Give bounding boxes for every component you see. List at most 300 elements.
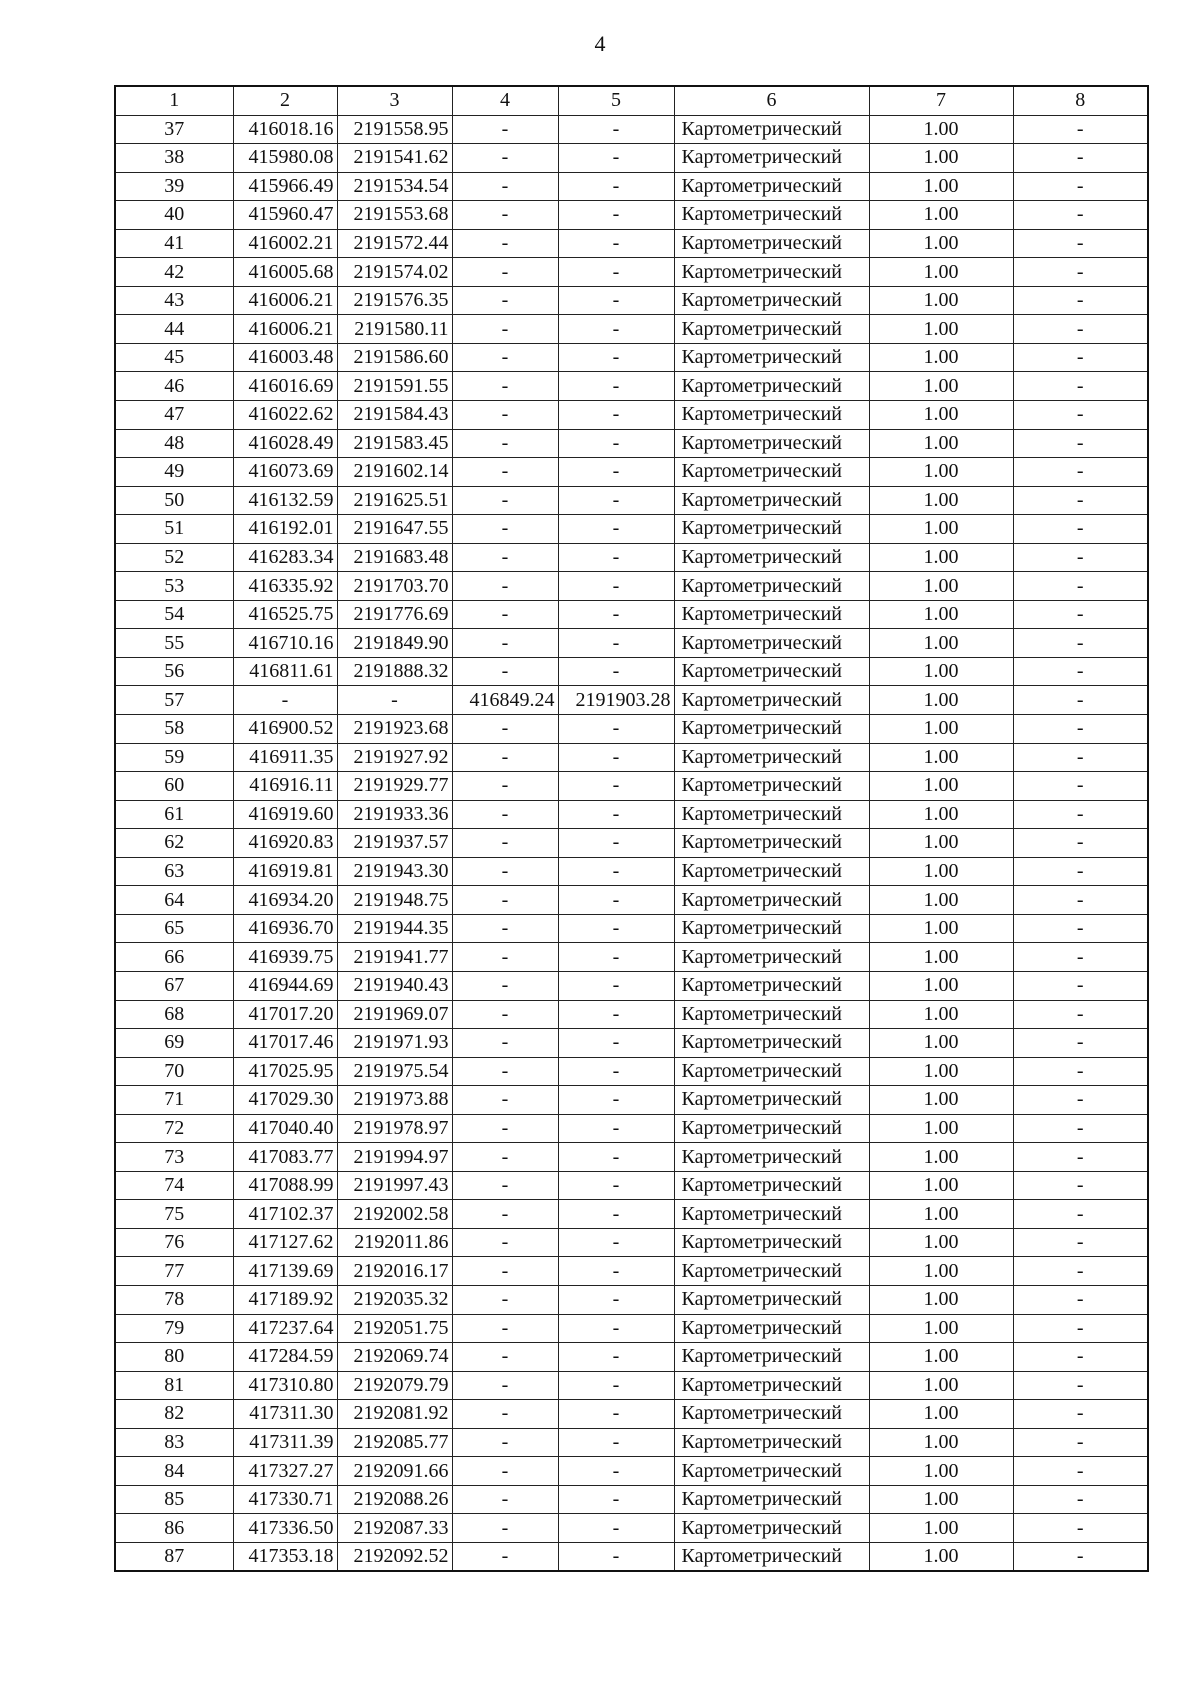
- column-header: 6: [674, 86, 869, 115]
- table-row: [115, 800, 1148, 829]
- x-coordinate-new-cell: -: [452, 343, 558, 372]
- precision-cell: 1.00: [869, 1514, 1013, 1543]
- x-coordinate-new-cell: -: [452, 401, 558, 430]
- precision-cell: 1.00: [869, 1114, 1013, 1143]
- y-coordinate-new-cell: -: [558, 1000, 674, 1029]
- description-cell: -: [1013, 1257, 1148, 1286]
- y-coordinate-cell: 2191923.68: [337, 715, 452, 744]
- precision-cell: 1.00: [869, 629, 1013, 658]
- x-coordinate-new-cell: -: [452, 1000, 558, 1029]
- y-coordinate-new-cell: -: [558, 629, 674, 658]
- y-coordinate-new-cell: -: [558, 201, 674, 230]
- x-coordinate-new-cell: -: [452, 943, 558, 972]
- method-cell: Картометрический: [674, 772, 869, 801]
- y-coordinate-cell: 2192081.92: [337, 1400, 452, 1429]
- precision-cell: 1.00: [869, 115, 1013, 144]
- y-coordinate-cell: 2191994.97: [337, 1143, 452, 1172]
- description-cell: -: [1013, 1228, 1148, 1257]
- method-cell: Картометрический: [674, 1285, 869, 1314]
- table-row: [115, 1057, 1148, 1086]
- column-header: 8: [1013, 86, 1148, 115]
- y-coordinate-new-cell: -: [558, 458, 674, 487]
- x-coordinate-new-cell: -: [452, 315, 558, 344]
- method-cell: Картометрический: [674, 144, 869, 173]
- precision-cell: 1.00: [869, 686, 1013, 715]
- description-cell: -: [1013, 1057, 1148, 1086]
- method-cell: Картометрический: [674, 515, 869, 544]
- table-row: [115, 1086, 1148, 1115]
- y-coordinate-new-cell: -: [558, 1514, 674, 1543]
- y-coordinate-cell: 2191978.97: [337, 1114, 452, 1143]
- precision-cell: 1.00: [869, 315, 1013, 344]
- table-row: [115, 515, 1148, 544]
- method-cell: Картометрический: [674, 172, 869, 201]
- method-cell: Картометрический: [674, 286, 869, 315]
- point-number-cell: 87: [115, 1542, 233, 1571]
- y-coordinate-cell: 2192051.75: [337, 1314, 452, 1343]
- table-row: [115, 372, 1148, 401]
- point-number-cell: 46: [115, 372, 233, 401]
- method-cell: Картометрический: [674, 1114, 869, 1143]
- table-row: [115, 657, 1148, 686]
- x-coordinate-cell: 416710.16: [233, 629, 337, 658]
- y-coordinate-cell: 2191576.35: [337, 286, 452, 315]
- method-cell: Картометрический: [674, 1314, 869, 1343]
- precision-cell: 1.00: [869, 486, 1013, 515]
- y-coordinate-cell: 2191625.51: [337, 486, 452, 515]
- point-number-cell: 70: [115, 1057, 233, 1086]
- y-coordinate-cell: 2192002.58: [337, 1200, 452, 1229]
- y-coordinate-cell: 2191586.60: [337, 343, 452, 372]
- y-coordinate-cell: 2191776.69: [337, 600, 452, 629]
- method-cell: Картометрический: [674, 1371, 869, 1400]
- point-number-cell: 66: [115, 943, 233, 972]
- method-cell: Картометрический: [674, 1343, 869, 1372]
- description-cell: -: [1013, 629, 1148, 658]
- table-row: [115, 286, 1148, 315]
- y-coordinate-cell: 2191591.55: [337, 372, 452, 401]
- y-coordinate-cell: 2191553.68: [337, 201, 452, 230]
- y-coordinate-new-cell: -: [558, 372, 674, 401]
- precision-cell: 1.00: [869, 886, 1013, 915]
- y-coordinate-cell: 2191997.43: [337, 1171, 452, 1200]
- y-coordinate-cell: 2191941.77: [337, 943, 452, 972]
- x-coordinate-cell: 416900.52: [233, 715, 337, 744]
- method-cell: Картометрический: [674, 800, 869, 829]
- point-number-cell: 39: [115, 172, 233, 201]
- x-coordinate-new-cell: -: [452, 258, 558, 287]
- precision-cell: 1.00: [869, 1000, 1013, 1029]
- table-header-row: [115, 86, 1148, 115]
- x-coordinate-cell: 415966.49: [233, 172, 337, 201]
- x-coordinate-cell: 417017.20: [233, 1000, 337, 1029]
- method-cell: Картометрический: [674, 1228, 869, 1257]
- y-coordinate-cell: 2192069.74: [337, 1343, 452, 1372]
- x-coordinate-new-cell: -: [452, 886, 558, 915]
- column-header: 3: [337, 86, 452, 115]
- method-cell: Картометрический: [674, 1143, 869, 1172]
- precision-cell: 1.00: [869, 572, 1013, 601]
- x-coordinate-new-cell: -: [452, 1485, 558, 1514]
- point-number-cell: 75: [115, 1200, 233, 1229]
- x-coordinate-cell: 417029.30: [233, 1086, 337, 1115]
- description-cell: -: [1013, 715, 1148, 744]
- point-number-cell: 67: [115, 971, 233, 1000]
- y-coordinate-new-cell: -: [558, 1285, 674, 1314]
- table-row: [115, 1514, 1148, 1543]
- precision-cell: 1.00: [869, 1057, 1013, 1086]
- x-coordinate-new-cell: -: [452, 1400, 558, 1429]
- y-coordinate-new-cell: -: [558, 1485, 674, 1514]
- description-cell: -: [1013, 886, 1148, 915]
- precision-cell: 1.00: [869, 1371, 1013, 1400]
- y-coordinate-new-cell: -: [558, 429, 674, 458]
- table-row: [115, 543, 1148, 572]
- description-cell: -: [1013, 201, 1148, 230]
- x-coordinate-new-cell: -: [452, 1542, 558, 1571]
- y-coordinate-new-cell: -: [558, 1228, 674, 1257]
- point-number-cell: 61: [115, 800, 233, 829]
- y-coordinate-new-cell: -: [558, 172, 674, 201]
- precision-cell: 1.00: [869, 1029, 1013, 1058]
- x-coordinate-cell: 416192.01: [233, 515, 337, 544]
- description-cell: -: [1013, 1171, 1148, 1200]
- description-cell: -: [1013, 1485, 1148, 1514]
- y-coordinate-new-cell: -: [558, 286, 674, 315]
- description-cell: -: [1013, 343, 1148, 372]
- y-coordinate-new-cell: -: [558, 1457, 674, 1486]
- x-coordinate-cell: 417310.80: [233, 1371, 337, 1400]
- y-coordinate-new-cell: -: [558, 1171, 674, 1200]
- x-coordinate-cell: 416811.61: [233, 657, 337, 686]
- precision-cell: 1.00: [869, 1314, 1013, 1343]
- point-number-cell: 79: [115, 1314, 233, 1343]
- x-coordinate-new-cell: -: [452, 1029, 558, 1058]
- y-coordinate-cell: 2192016.17: [337, 1257, 452, 1286]
- y-coordinate-new-cell: -: [558, 543, 674, 572]
- y-coordinate-new-cell: -: [558, 886, 674, 915]
- description-cell: -: [1013, 1000, 1148, 1029]
- y-coordinate-new-cell: -: [558, 829, 674, 858]
- y-coordinate-cell: 2191971.93: [337, 1029, 452, 1058]
- point-number-cell: 69: [115, 1029, 233, 1058]
- x-coordinate-cell: 416006.21: [233, 315, 337, 344]
- table-row: [115, 1542, 1148, 1571]
- x-coordinate-new-cell: -: [452, 1285, 558, 1314]
- point-number-cell: 73: [115, 1143, 233, 1172]
- y-coordinate-cell: 2191580.11: [337, 315, 452, 344]
- method-cell: Картометрический: [674, 1428, 869, 1457]
- method-cell: Картометрический: [674, 629, 869, 658]
- x-coordinate-new-cell: -: [452, 1371, 558, 1400]
- x-coordinate-new-cell: -: [452, 429, 558, 458]
- table-row: [115, 1371, 1148, 1400]
- description-cell: -: [1013, 372, 1148, 401]
- x-coordinate-new-cell: -: [452, 743, 558, 772]
- point-number-cell: 51: [115, 515, 233, 544]
- y-coordinate-cell: 2191948.75: [337, 886, 452, 915]
- y-coordinate-cell: 2191558.95: [337, 115, 452, 144]
- x-coordinate-cell: 416934.20: [233, 886, 337, 915]
- method-cell: Картометрический: [674, 372, 869, 401]
- y-coordinate-new-cell: -: [558, 515, 674, 544]
- x-coordinate-cell: 417025.95: [233, 1057, 337, 1086]
- table-row: [115, 1343, 1148, 1372]
- description-cell: -: [1013, 772, 1148, 801]
- x-coordinate-new-cell: -: [452, 800, 558, 829]
- x-coordinate-new-cell: -: [452, 172, 558, 201]
- x-coordinate-new-cell: -: [452, 1514, 558, 1543]
- table-row: [115, 1000, 1148, 1029]
- y-coordinate-new-cell: -: [558, 1542, 674, 1571]
- precision-cell: 1.00: [869, 1343, 1013, 1372]
- x-coordinate-new-cell: -: [452, 1343, 558, 1372]
- x-coordinate-new-cell: -: [452, 1143, 558, 1172]
- description-cell: -: [1013, 1457, 1148, 1486]
- y-coordinate-new-cell: -: [558, 115, 674, 144]
- column-header: 5: [558, 86, 674, 115]
- point-number-cell: 56: [115, 657, 233, 686]
- x-coordinate-new-cell: -: [452, 857, 558, 886]
- x-coordinate-cell: 417139.69: [233, 1257, 337, 1286]
- x-coordinate-cell: 416936.70: [233, 914, 337, 943]
- description-cell: -: [1013, 1086, 1148, 1115]
- method-cell: Картометрический: [674, 1457, 869, 1486]
- method-cell: Картометрический: [674, 1514, 869, 1543]
- x-coordinate-cell: 416916.11: [233, 772, 337, 801]
- y-coordinate-new-cell: -: [558, 1143, 674, 1172]
- y-coordinate-new-cell: -: [558, 1343, 674, 1372]
- y-coordinate-cell: 2192087.33: [337, 1514, 452, 1543]
- table-row: [115, 772, 1148, 801]
- y-coordinate-cell: 2192035.32: [337, 1285, 452, 1314]
- y-coordinate-new-cell: -: [558, 1114, 674, 1143]
- y-coordinate-cell: 2192011.86: [337, 1228, 452, 1257]
- x-coordinate-new-cell: -: [452, 1200, 558, 1229]
- x-coordinate-cell: 416944.69: [233, 971, 337, 1000]
- table-row: [115, 572, 1148, 601]
- x-coordinate-new-cell: -: [452, 772, 558, 801]
- point-number-cell: 71: [115, 1086, 233, 1115]
- y-coordinate-cell: 2191975.54: [337, 1057, 452, 1086]
- precision-cell: 1.00: [869, 1485, 1013, 1514]
- method-cell: Картометрический: [674, 1485, 869, 1514]
- point-number-cell: 80: [115, 1343, 233, 1372]
- x-coordinate-cell: 416028.49: [233, 429, 337, 458]
- point-number-cell: 60: [115, 772, 233, 801]
- method-cell: Картометрический: [674, 1086, 869, 1115]
- y-coordinate-new-cell: -: [558, 144, 674, 173]
- column-header: 1: [115, 86, 233, 115]
- precision-cell: 1.00: [869, 229, 1013, 258]
- x-coordinate-cell: 417083.77: [233, 1143, 337, 1172]
- method-cell: Картометрический: [674, 1400, 869, 1429]
- y-coordinate-cell: 2191973.88: [337, 1086, 452, 1115]
- x-coordinate-cell: 416002.21: [233, 229, 337, 258]
- table-row: [115, 1228, 1148, 1257]
- table-row: [115, 1457, 1148, 1486]
- precision-cell: 1.00: [869, 1143, 1013, 1172]
- y-coordinate-cell: 2191943.30: [337, 857, 452, 886]
- x-coordinate-cell: 416005.68: [233, 258, 337, 287]
- x-coordinate-cell: 416919.81: [233, 857, 337, 886]
- y-coordinate-new-cell: -: [558, 1029, 674, 1058]
- description-cell: -: [1013, 857, 1148, 886]
- point-number-cell: 62: [115, 829, 233, 858]
- method-cell: Картометрический: [674, 1257, 869, 1286]
- point-number-cell: 38: [115, 144, 233, 173]
- precision-cell: 1.00: [869, 372, 1013, 401]
- precision-cell: 1.00: [869, 971, 1013, 1000]
- precision-cell: 1.00: [869, 914, 1013, 943]
- y-coordinate-cell: 2191683.48: [337, 543, 452, 572]
- method-cell: Картометрический: [674, 829, 869, 858]
- y-coordinate-cell: 2191534.54: [337, 172, 452, 201]
- x-coordinate-new-cell: -: [452, 1086, 558, 1115]
- table-row: [115, 201, 1148, 230]
- y-coordinate-new-cell: -: [558, 715, 674, 744]
- table-row: [115, 343, 1148, 372]
- x-coordinate-new-cell: -: [452, 971, 558, 1000]
- x-coordinate-cell: 417102.37: [233, 1200, 337, 1229]
- description-cell: -: [1013, 115, 1148, 144]
- x-coordinate-new-cell: -: [452, 600, 558, 629]
- y-coordinate-cell: 2192091.66: [337, 1457, 452, 1486]
- point-number-cell: 72: [115, 1114, 233, 1143]
- description-cell: -: [1013, 829, 1148, 858]
- x-coordinate-new-cell: -: [452, 144, 558, 173]
- point-number-cell: 82: [115, 1400, 233, 1429]
- method-cell: Картометрический: [674, 600, 869, 629]
- point-number-cell: 52: [115, 543, 233, 572]
- coordinates-table: [114, 85, 1149, 1572]
- x-coordinate-new-cell: -: [452, 372, 558, 401]
- table-row: [115, 144, 1148, 173]
- table-row: [115, 1257, 1148, 1286]
- x-coordinate-cell: 415980.08: [233, 144, 337, 173]
- x-coordinate-new-cell: -: [452, 629, 558, 658]
- precision-cell: 1.00: [869, 829, 1013, 858]
- method-cell: Картометрический: [674, 971, 869, 1000]
- x-coordinate-cell: 416919.60: [233, 800, 337, 829]
- table-row: [115, 857, 1148, 886]
- description-cell: -: [1013, 1371, 1148, 1400]
- description-cell: -: [1013, 486, 1148, 515]
- y-coordinate-new-cell: -: [558, 857, 674, 886]
- description-cell: -: [1013, 1428, 1148, 1457]
- precision-cell: 1.00: [869, 429, 1013, 458]
- point-number-cell: 76: [115, 1228, 233, 1257]
- table-row: [115, 115, 1148, 144]
- method-cell: Картометрический: [674, 115, 869, 144]
- method-cell: Картометрический: [674, 486, 869, 515]
- table-row: [115, 172, 1148, 201]
- x-coordinate-new-cell: -: [452, 115, 558, 144]
- table-row: [115, 1485, 1148, 1514]
- description-cell: -: [1013, 971, 1148, 1000]
- description-cell: -: [1013, 144, 1148, 173]
- x-coordinate-cell: 416132.59: [233, 486, 337, 515]
- point-number-cell: 57: [115, 686, 233, 715]
- table-row: [115, 1314, 1148, 1343]
- description-cell: -: [1013, 1514, 1148, 1543]
- description-cell: -: [1013, 515, 1148, 544]
- point-number-cell: 86: [115, 1514, 233, 1543]
- precision-cell: 1.00: [869, 543, 1013, 572]
- x-coordinate-cell: 416016.69: [233, 372, 337, 401]
- table-row: [115, 1114, 1148, 1143]
- x-coordinate-new-cell: -: [452, 286, 558, 315]
- column-header: 4: [452, 86, 558, 115]
- x-coordinate-cell: 417353.18: [233, 1542, 337, 1571]
- description-cell: -: [1013, 229, 1148, 258]
- table-row: [115, 258, 1148, 287]
- table-row: [115, 715, 1148, 744]
- description-cell: -: [1013, 1029, 1148, 1058]
- y-coordinate-cell: 2191929.77: [337, 772, 452, 801]
- description-cell: -: [1013, 572, 1148, 601]
- table-row: [115, 829, 1148, 858]
- x-coordinate-new-cell: -: [452, 1314, 558, 1343]
- x-coordinate-cell: 416073.69: [233, 458, 337, 487]
- description-cell: -: [1013, 914, 1148, 943]
- method-cell: Картометрический: [674, 1057, 869, 1086]
- point-number-cell: 83: [115, 1428, 233, 1457]
- y-coordinate-new-cell: 2191903.28: [558, 686, 674, 715]
- y-coordinate-cell: 2191541.62: [337, 144, 452, 173]
- y-coordinate-new-cell: -: [558, 258, 674, 287]
- table-row: [115, 1285, 1148, 1314]
- method-cell: Картометрический: [674, 715, 869, 744]
- y-coordinate-cell: 2191849.90: [337, 629, 452, 658]
- description-cell: -: [1013, 1143, 1148, 1172]
- table-row: [115, 229, 1148, 258]
- x-coordinate-new-cell: -: [452, 572, 558, 601]
- precision-cell: 1.00: [869, 458, 1013, 487]
- x-coordinate-cell: 417284.59: [233, 1343, 337, 1372]
- method-cell: Картометрический: [674, 458, 869, 487]
- y-coordinate-cell: 2191703.70: [337, 572, 452, 601]
- point-number-cell: 55: [115, 629, 233, 658]
- y-coordinate-new-cell: -: [558, 401, 674, 430]
- x-coordinate-new-cell: -: [452, 715, 558, 744]
- x-coordinate-new-cell: -: [452, 543, 558, 572]
- point-number-cell: 43: [115, 286, 233, 315]
- x-coordinate-cell: 417330.71: [233, 1485, 337, 1514]
- table-row: [115, 1428, 1148, 1457]
- table-row: [115, 315, 1148, 344]
- table-row: [115, 600, 1148, 629]
- y-coordinate-new-cell: -: [558, 657, 674, 686]
- point-number-cell: 41: [115, 229, 233, 258]
- y-coordinate-new-cell: -: [558, 1257, 674, 1286]
- description-cell: -: [1013, 286, 1148, 315]
- y-coordinate-cell: 2191602.14: [337, 458, 452, 487]
- x-coordinate-cell: 416283.34: [233, 543, 337, 572]
- precision-cell: 1.00: [869, 715, 1013, 744]
- column-header: 2: [233, 86, 337, 115]
- method-cell: Картометрический: [674, 1000, 869, 1029]
- y-coordinate-cell: 2192085.77: [337, 1428, 452, 1457]
- description-cell: -: [1013, 657, 1148, 686]
- y-coordinate-new-cell: -: [558, 800, 674, 829]
- y-coordinate-cell: 2191940.43: [337, 971, 452, 1000]
- method-cell: Картометрический: [674, 657, 869, 686]
- precision-cell: 1.00: [869, 1428, 1013, 1457]
- point-number-cell: 49: [115, 458, 233, 487]
- point-number-cell: 78: [115, 1285, 233, 1314]
- method-cell: Картометрический: [674, 429, 869, 458]
